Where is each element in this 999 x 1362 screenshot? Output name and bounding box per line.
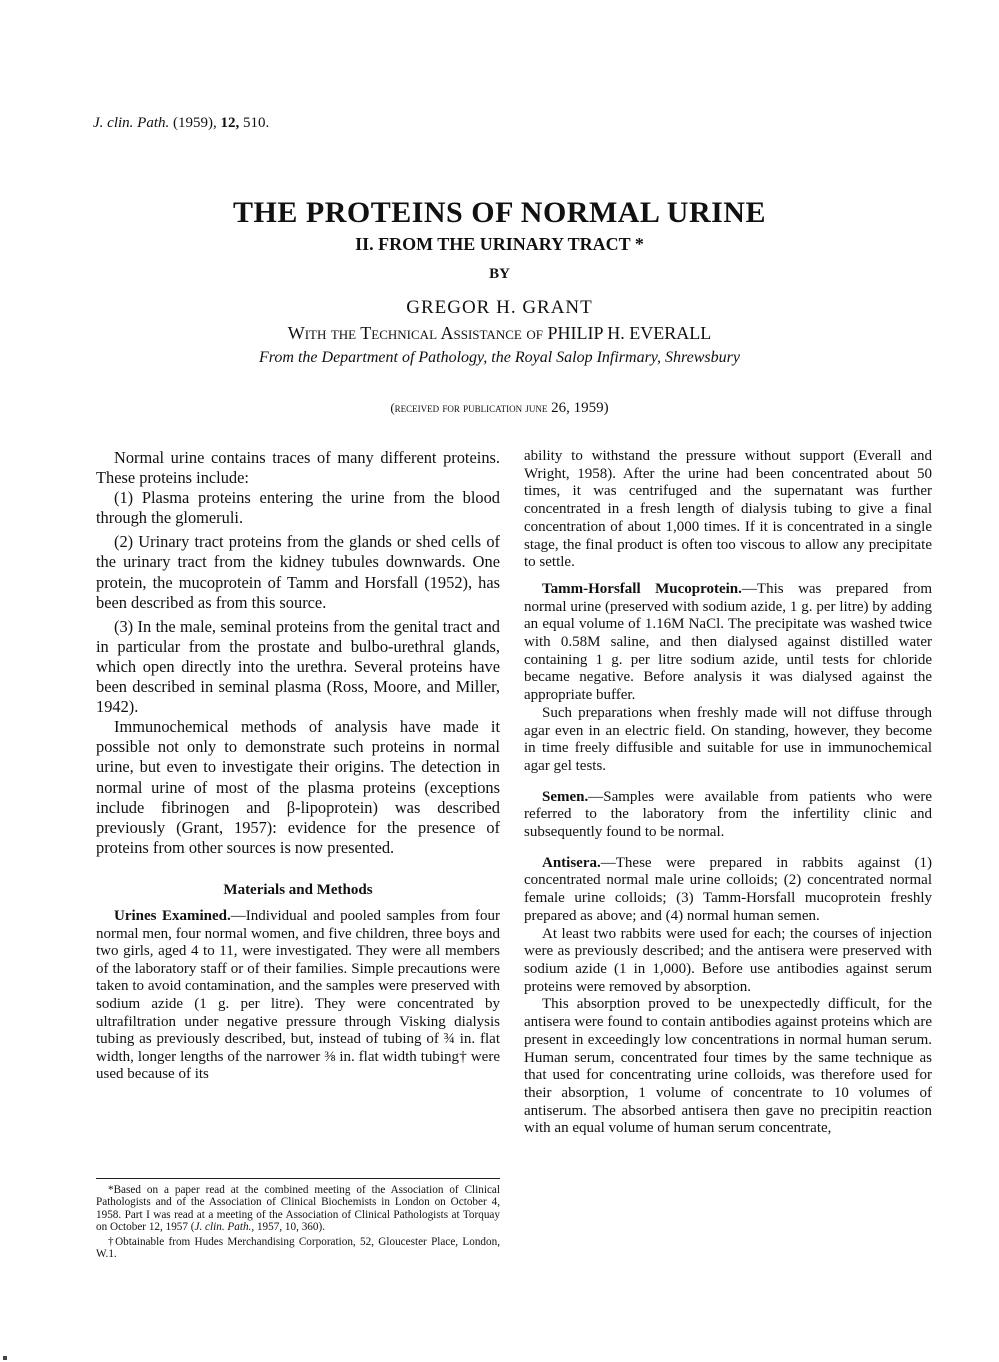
article-subtitle: II. FROM THE URINARY TRACT *: [355, 234, 644, 254]
footnotes: [96, 1184, 500, 1262]
footnote-supplier: †Obtainable from Hudes Merchandising Corporation, 52, Gloucester Place, London, W.1.: [96, 1235, 500, 1261]
paragraph-intro: Normal urine contains traces of many different proteins. These proteins include:: [96, 448, 500, 488]
affiliation: From the Department of Pathology, the Royal Salop Infirmary, Shrewsbury: [259, 349, 740, 366]
received-date-value: 26, 1959): [551, 400, 609, 416]
paragraph-immunochemical: Immunochemical methods of analysis have made it possible not only to demonstrate such proteins in normal urine, but even to investigate their origins. The detection in normal urine of most of the plasma proteins (exceptions include fibrinogen and β-lipoprotein) was described previously (Grant, 1957): evidence for the presence of proteins from other sources is now presented.: [96, 717, 500, 857]
footnote-meeting: [96, 1184, 500, 1234]
text-semen: —Samples were available from patients who were referred to the laboratory from the infertility clinic and subsequently found to be normal.: [524, 788, 932, 841]
assistant-name: PHILIP H. EVERALL: [547, 323, 712, 343]
citation-year: (1959),: [172, 115, 217, 131]
paragraph-preparations: Such preparations when freshly made will not diffuse through agar even in an electric field. On standing, however, they become in time freely diffusible and suitable for use in immunochemical agar gel tests.: [524, 704, 932, 774]
paragraph-rabbits: At least two rabbits were used for each; the courses of injection were as previously described; and the antisera were preserved with sodium azide (1 in 1,000). Before use antibodies against serum proteins were removed by absorption.: [524, 925, 932, 995]
journal-citation: [93, 115, 269, 132]
text-urines-examined: —Individual and pooled samples from four normal men, four normal women, and five children, three boys and two girls, aged 4 to 11, were investigated. They were all members of the laboratory staff or of their families. Simple precautions were taken to avoid contamination, and the samples were preserved with sodium azide (1 g. per litre). They were concentrated by ultrafiltration under negative pressure through Visking dialysis tubing as previously described, but, instead of tubing of ¾ in. flat width, longer lengths of the narrower ⅜ in. flat width tubing† were used because of its: [96, 907, 500, 1083]
footnote-divider: [96, 1178, 500, 1179]
scan-mark: [3, 1356, 7, 1360]
left-column: [96, 448, 500, 1084]
text-antisera: —These were prepared in rabbits against (1) concentrated normal male urine colloids; (2) concentrated normal female urine colloids; (3) Tamm-Horsfall mucoprotein freshly prepared as above; and (4) normal human semen.: [524, 854, 932, 924]
text-tamm-horsfall: —This was prepared from normal urine (preserved with sodium azide, 1 g. per litre) by adding an equal volume of 1.16M NaCl. The precipitate was washed twice with 0.58M saline, and then dialysed against distilled water containing 1 g. per litre sodium azide, until tests for chloride became negative. Before analysis it was dialysed against the appropriate buffer.: [524, 580, 932, 704]
received-label: (received for publication june: [390, 400, 548, 415]
article-title: THE PROTEINS OF NORMAL URINE: [233, 196, 766, 229]
section-heading-materials-methods: Materials and Methods: [223, 881, 373, 898]
runin-antisera: Antisera.: [542, 854, 601, 871]
runin-semen: Semen.: [542, 788, 589, 805]
paragraph-tamm-horsfall: [524, 581, 932, 705]
paragraph-semen: [524, 789, 932, 842]
paragraph-urinary-tract-proteins: (2) Urinary tract proteins from the glands or shed cells of the urinary tract from the kidney tubules downwards. One protein, the mucoprotein of Tamm and Horsfall (1952), has been described as from this source.: [96, 532, 500, 612]
paragraph-absorption: This absorption proved to be unexpectedly difficult, for the antisera were found to contain antibodies against proteins which are present in exceedingly low concentrations in normal human serum. Human serum, concentrated four times by the same technique as that used for concentrating urine colloids, was therefore used for their absorption, 1 volume of concentrate to 10 volumes of antiserum. The absorbed antisera then gave no precipitin reaction with an equal volume of human serum concentrate,: [524, 996, 932, 1137]
received-date: [0, 400, 999, 417]
citation-page: 510.: [242, 115, 270, 131]
footnote-journal: J. clin. Path.: [194, 1221, 252, 1234]
footnote-meeting-text: *Based on a paper read at the combined meeting of the Association of Clinical Pathologists and of the Association of Clinical Biochemists in London on October 4, 1958. Part I was read at a meeting of the Association of Clinical Pathologists at Torquay on October 12, 1957 (: [96, 1184, 500, 1234]
right-column: [524, 448, 932, 1138]
paragraph-continued: ability to withstand the pressure without support (Everall and Wright, 1958). After the urine had been concentrated about 50 times, it was centrifuged and the supernatant was further concentrated in a fresh length of dialysis tubing to give a final concentration of about 1,000 times. If it is concentrated in a single stage, the final product is often too viscous to allow any precipitate to settle.: [524, 448, 932, 571]
citation-volume: 12,: [220, 115, 240, 131]
byline-label: BY: [489, 266, 510, 282]
paragraph-seminal-proteins: (3) In the male, seminal proteins from the genital tract and in particular from the prostate and bulbo-urethral glands, which open directly into the urethra. Several proteins have been described in seminal plasma (Ross, Moore, and Miller, 1942).: [96, 616, 500, 717]
footnote-meeting-end: , 1957, 10, 360).: [251, 1221, 326, 1234]
runin-urines-examined: Urines Examined.: [114, 907, 231, 924]
paragraph-plasma-proteins: (1) Plasma proteins entering the urine from the blood through the glomeruli.: [96, 488, 500, 528]
runin-tamm-horsfall: Tamm-Horsfall Mucoprotein.: [542, 580, 742, 597]
author-name: GREGOR H. GRANT: [406, 297, 593, 318]
technical-assistance: [0, 323, 999, 344]
paragraph-urines-examined: [96, 908, 500, 1084]
citation-journal: J. clin. Path.: [93, 115, 170, 131]
paragraph-antisera: [524, 855, 932, 926]
assistance-prefix: With the Technical Assistance of: [287, 323, 543, 343]
